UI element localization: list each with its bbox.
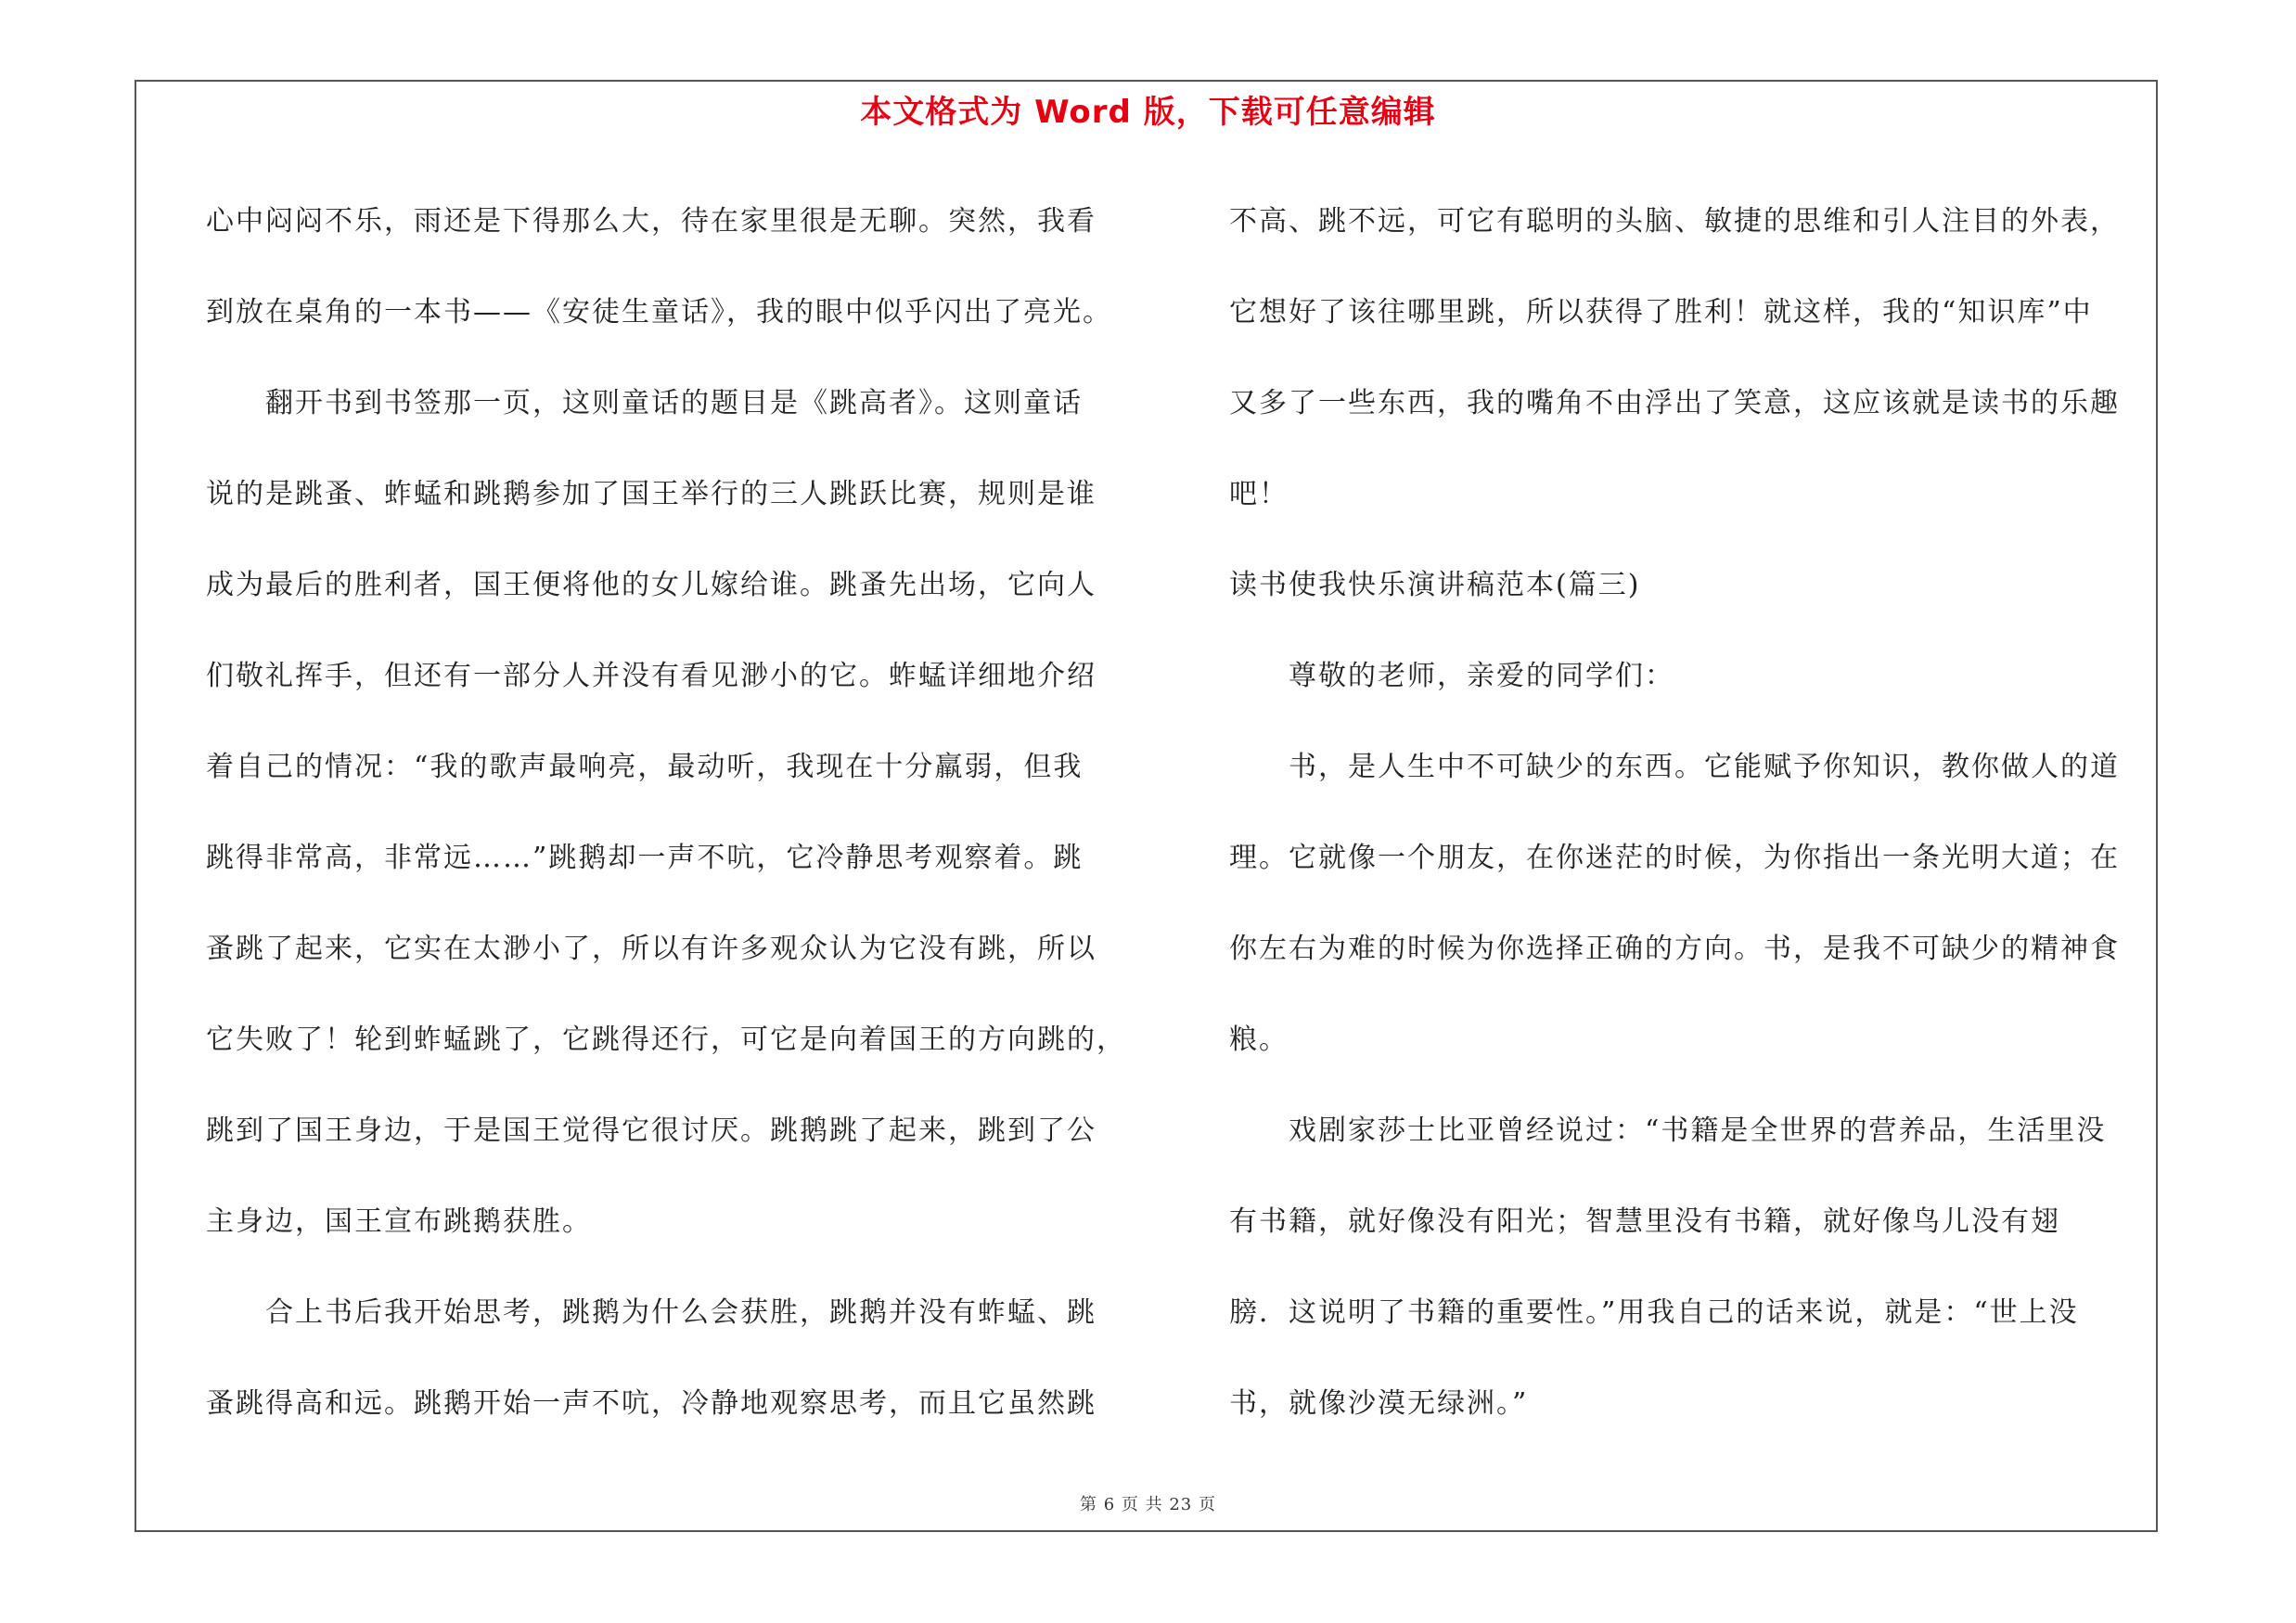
right-text-column bbox=[1229, 176, 2157, 1449]
section-heading: 读书使我快乐演讲稿范本(篇三) bbox=[1229, 569, 1641, 601]
text-line: 蚤跳得高和远。跳鹅开始一声不吭，冷静地观察思考，而且它虽然跳 bbox=[206, 1387, 1097, 1420]
text-line: 尊敬的老师，亲爱的同学们： bbox=[1229, 660, 1674, 692]
left-text-column bbox=[206, 176, 1134, 1449]
text-line: 跳得非常高，非常远……”跳鹅却一声不吭，它冷静思考观察着。跳 bbox=[206, 842, 1084, 874]
text-line: 到放在桌角的一本书——《安徒生童话》，我的眼中似乎闪出了亮光。 bbox=[206, 296, 1112, 328]
page-number-footer: 第 6 页 共 23 页 bbox=[1080, 1495, 1216, 1514]
text-line: 主身边，国王宣布跳鹅获胜。 bbox=[206, 1205, 592, 1238]
text-line: 又多了一些东西，我的嘴角不由浮出了笑意，这应该就是读书的乐趣 bbox=[1229, 387, 2120, 419]
text-line: 膀．这说明了书籍的重要性。”用我自己的话来说，就是：“世上没 bbox=[1229, 1296, 2079, 1329]
text-line: 着自己的情况：“我的歌声最响亮，最动听，我现在十分羸弱，但我 bbox=[206, 751, 1084, 783]
text-line: 书，就像沙漠无绿洲。” bbox=[1229, 1387, 1529, 1420]
text-line: 不高、跳不远，可它有聪明的头脑、敏捷的思维和引人注目的外表， bbox=[1229, 205, 2120, 238]
text-line: 粮。 bbox=[1229, 1024, 1289, 1056]
text-line: 成为最后的胜利者，国王便将他的女儿嫁给谁。跳蚤先出场，它向人 bbox=[206, 569, 1097, 601]
header-banner: 本文格式为 Word 版，下载可任意编辑 bbox=[860, 94, 1436, 131]
text-line: 蚤跳了起来，它实在太渺小了，所以有许多观众认为它没有跳，所以 bbox=[206, 933, 1097, 965]
text-line: 有书籍，就好像没有阳光；智慧里没有书籍，就好像鸟儿没有翅 bbox=[1229, 1205, 2060, 1238]
text-line: 它失败了！轮到蚱蜢跳了，它跳得还行，可它是向着国王的方向跳的， bbox=[206, 1024, 1126, 1056]
text-line: 跳到了国王身边，于是国王觉得它很讨厌。跳鹅跳了起来，跳到了公 bbox=[206, 1114, 1097, 1147]
text-line: 理。它就像一个朋友，在你迷茫的时候，为你指出一条光明大道；在 bbox=[1229, 842, 2120, 874]
text-line: 翻开书到书签那一页，这则童话的题目是《跳高者》。这则童话 bbox=[206, 387, 1083, 419]
text-line: 心中闷闷不乐，雨还是下得那么大，待在家里很是无聊。突然，我看 bbox=[206, 205, 1097, 238]
text-line: 合上书后我开始思考，跳鹅为什么会获胜，跳鹅并没有蚱蜢、跳 bbox=[206, 1296, 1097, 1329]
text-line: 你左右为难的时候为你选择正确的方向。书，是我不可缺少的精神食 bbox=[1229, 933, 2120, 965]
text-line: 们敬礼挥手，但还有一部分人并没有看见渺小的它。蚱蜢详细地介绍 bbox=[206, 660, 1097, 692]
text-line: 戏剧家莎士比亚曾经说过：“书籍是全世界的营养品，生活里没 bbox=[1229, 1114, 2107, 1147]
text-line: 说的是跳蚤、蚱蜢和跳鹅参加了国王举行的三人跳跃比赛，规则是谁 bbox=[206, 478, 1097, 510]
text-line: 它想好了该往哪里跳，所以获得了胜利！就这样，我的“知识库”中 bbox=[1229, 296, 2093, 328]
text-line: 书，是人生中不可缺少的东西。它能赋予你知识，教你做人的道 bbox=[1229, 751, 2120, 783]
text-line: 吧！ bbox=[1229, 478, 1289, 510]
